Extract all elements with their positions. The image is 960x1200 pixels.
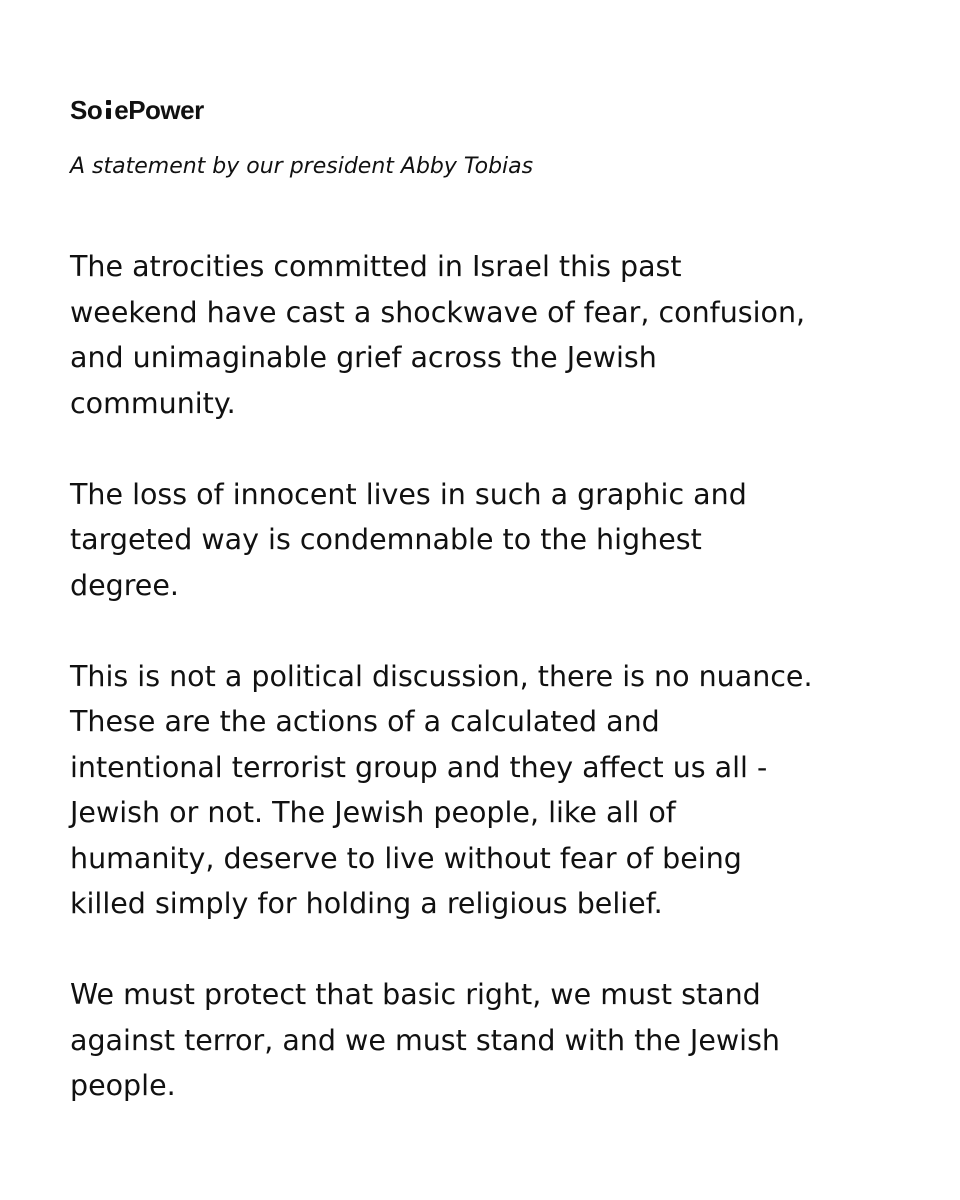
paragraph-line: and unimaginable grief across the Jewish xyxy=(70,341,657,374)
paragraph-line: humanity, deserve to live without fear of being xyxy=(70,841,742,875)
statement-byline: A statement by our president Abby Tobias xyxy=(70,154,534,179)
paragraph-line: The atrocities committed in Israel this past xyxy=(70,250,682,283)
paragraph-line: weekend have cast a shockwave of fear, confusion, xyxy=(70,295,806,329)
statement-paragraph xyxy=(70,472,920,609)
statement-paragraph xyxy=(70,244,920,426)
paragraph-line: The loss of innocent lives in such a graphic and xyxy=(70,477,747,511)
statement-paragraph xyxy=(70,654,920,927)
paragraph-line: people. xyxy=(70,1069,176,1102)
brand-logo xyxy=(70,93,204,127)
statement-paragraph xyxy=(70,972,920,1109)
paragraph-line: killed simply for holding a religious belief. xyxy=(70,887,663,920)
brand-logo-text-start: So xyxy=(70,95,103,125)
brand-logo-mark xyxy=(104,100,113,120)
paragraph-line: targeted way is condemnable to the highest xyxy=(70,523,702,556)
paragraph-line: These are the actions of a calculated and xyxy=(70,705,660,738)
statement-body xyxy=(70,244,920,1109)
paragraph-line: This is not a political discussion, there is no nuance. xyxy=(70,659,813,693)
paragraph-line: Jewish or not. The Jewish people, like all of xyxy=(70,796,676,829)
paragraph-line: degree. xyxy=(70,568,179,602)
paragraph-line: intentional terrorist group and they affect us all - xyxy=(70,750,768,784)
paragraph-line: community. xyxy=(70,386,236,420)
paragraph-line: We must protect that basic right, we must stand xyxy=(70,978,761,1011)
paragraph-line: against terror, and we must stand with the Jewish xyxy=(70,1023,780,1057)
brand-logo-text-end: ePower xyxy=(114,95,204,125)
